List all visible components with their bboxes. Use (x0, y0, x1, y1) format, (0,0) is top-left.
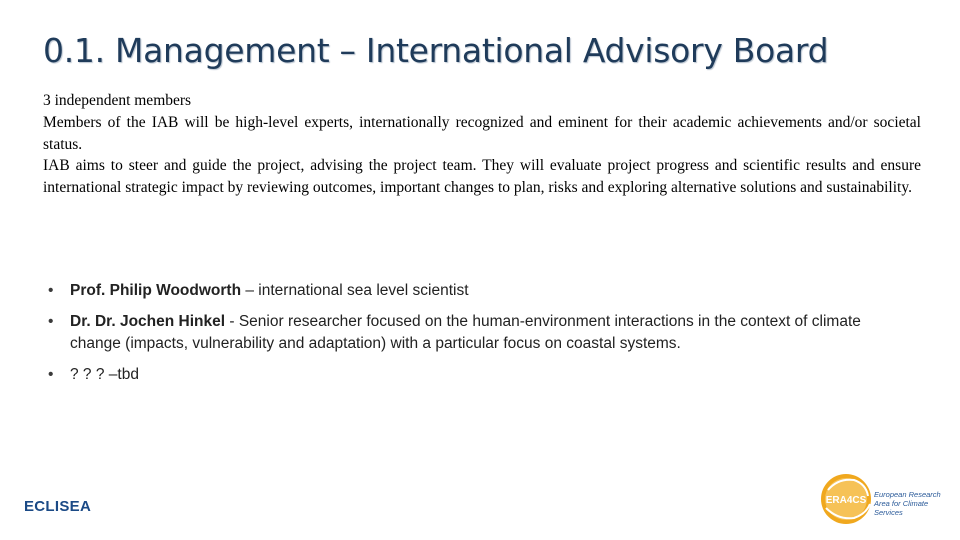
member-description: ? ? ? –tbd (70, 366, 139, 383)
intro-text (43, 90, 921, 199)
bullet-icon: • (48, 313, 54, 330)
intro-iab-aims: IAB aims to steer and guide the project, advising the project team. They will evaluate project progress and scientific results and ensure international strategic impact by reviewing outcomes, important changes to plan, risks and exploring alternative solutions and sustainability. (43, 157, 921, 197)
list-item (44, 364, 884, 386)
era4cs-logo-icon (818, 470, 878, 528)
bullet-icon: • (48, 282, 54, 299)
intro-members-count: 3 independent members (43, 92, 192, 109)
member-name: Prof. Philip Woodworth (70, 282, 246, 299)
list-item (44, 280, 884, 302)
board-members-list (44, 280, 884, 395)
era4cs-logo (818, 470, 948, 528)
bullet-icon: • (48, 366, 54, 383)
slide-title: 0.1. Management – International Advisory Board (43, 31, 829, 70)
intro-members-description: Members of the IAB will be high-level experts, internationally recognized and eminent for their academic achievements and/or societal status. (43, 113, 921, 153)
project-logo-text: ECLISEA (24, 498, 92, 515)
logo-abbr: ERA4CS (825, 495, 867, 506)
member-description: - Senior researcher focused on the human-environment interactions in the context of climate change (impacts, vulnerability and adaptation) with a particular focus on coastal systems. (70, 313, 861, 352)
list-item (44, 311, 884, 355)
logo-tagline: European Research Area for Climate Services (874, 490, 941, 517)
member-description: – international sea level scientist (245, 282, 469, 299)
member-name: Dr. Dr. Jochen Hinkel (70, 313, 230, 330)
